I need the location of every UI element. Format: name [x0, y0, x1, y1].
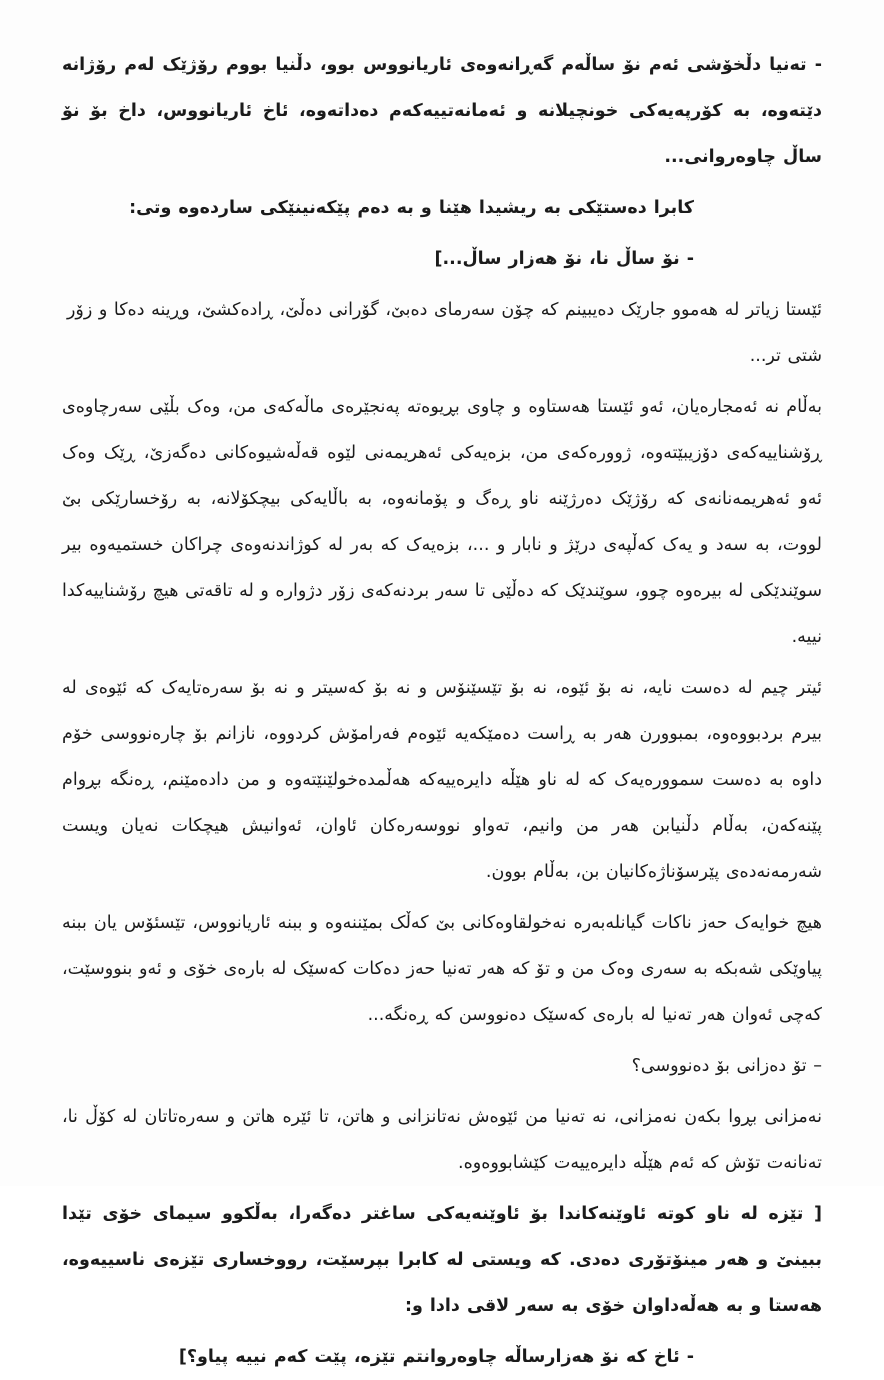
dialogue-paragraph-opening: - تەنیا دڵخۆشی ئەم نۆ ساڵەم گەڕانەوەی ئاریانووس بوو، دڵنیا بووم رۆژێک لەم رۆژانە دێتەوە، بە کۆرپەیەکی خونچیلانە و ئەمانەتییەکەم دەداتەوە، ئاخ ئاریانووس، داخ بۆ نۆ ساڵ چاوەروانی...	[62, 55, 822, 167]
dialogue-question-line: – تۆ دەزانی بۆ دەنووسی؟	[631, 1056, 822, 1076]
narration-line: کابرا دەستێکی بە ریشیدا هێنا و بە دەم پێکەنینێکی ساردەوە وتی:	[129, 198, 694, 218]
body-paragraph-2: بەڵام نە ئەمجارەیان، ئەو ئێستا هەستاوە و چاوی بڕیوەتە پەنجێرەی ماڵەکەی من، وەک بڵێی سەرچاوەی ڕۆشناییەکەی دۆزیبێتەوە، ژوورەکەی من، بزەیەکی ئەهریمەنی لێوە قەڵەشیوەکانی دەگەزێ، ڕێک وەک ئەو ئەهریمەنانەی کە رۆژێک دەرژێنە ناو ڕەگ و پۆمانەوە، بە باڵایەکی بیچکۆلانە، بە رۆخسارێکی بێ لووت، بە سەد و یەک کەڵپەی درێژ و نابار و ...، بزەیەک کە بەر لە کوژاندنەوەی چراکان خستمیەوە بیر سوێندێکی لە بیرەوە چوو، سوێندێک کە دەڵێی تا سەر بردنەکەی زۆر دژوارە و لە تاقەتی هیچ رۆشناییەکدا نییە.	[62, 397, 822, 647]
closing-bracket-paragraph: [ تێزە لە ناو کوتە ئاوێنەکاندا بۆ ئاوێنەیەکی ساغتر دەگەرا، بەڵکوو سیمای خۆی تێدا ببینێ و هەر مینۆتۆری دەدی. کە ویستی لە کابرا بپرسێت، رووخساری تێزەی ناسییەوە، هەستا و بە هەڵەداوان خۆی بە سەر لاقی دادا و:	[62, 1204, 822, 1316]
body-paragraph-3: ئیتر چیم لە دەست نایە، نە بۆ ئێوە، نە بۆ تێسێنۆس و نە بۆ کەسیتر و نە بۆ سەرەتایەک کە ئێوەی لە بیرم بردبووەوە، بمبوورن هەر بە ڕاست دەمێکەیە ئێوەم فەرامۆش کردووە، نازانم بۆ چارەنووسی خۆم داوە بە دەست سموورەیەک کە لە ناو هێڵە دایرەییەکە هەڵمدەخولێنێتەوە و من دادەمێنم، ڕەنگە بڕوام پێنەکەن، بەڵام دڵنیابن هەر من وانیم، تەواو نووسەرەکان ئاوان، ئەوانیش هیچکات نەیان ویست شەرمەنەدەی پێرسۆناژەکانیان بن، بەڵام بوون.	[62, 678, 822, 882]
body-paragraph-5: نەمزانی بڕوا بکەن نەمزانی، نە تەنیا من ئێوەش نەتانزانی و هاتن، تا ئێرە هاتن و سەرەتاتان لە کۆڵ نا، تەنانەت تۆش کە ئەم هێڵە دایرەییەت کێشابووەوە.	[62, 1107, 822, 1173]
body-paragraph-4: هیچ خوایەک حەز ناکات گیانلەبەرە نەخولقاوەکانی بێ کەڵک بمێننەوە و ببنە ئاریانووس، تێسئۆس یان ببنە پیاوێکی شەبکە بە سەری وەک من و تۆ کە هەر تەنیا حەز دەکات کەسێک لە بارەی خۆی و ئەو بنووسێت، کەچی ئەوان هەر تەنیا لە بارەی کەسێک دەنووسن کە ڕەنگە...	[62, 913, 822, 1025]
dialogue-line-reply: - نۆ ساڵ نا، نۆ هەزار ساڵ...]	[434, 249, 694, 269]
closing-dialogue-line: - ئاخ کە نۆ هەزارساڵە چاوەروانتم تێزە، پێت کەم نییە پیاو؟]	[178, 1347, 694, 1367]
body-paragraph-1: ئێستا زیاتر لە هەموو جارێک دەیبینم کە چۆن سەرمای دەبێ، گۆرانی دەڵێ، ڕادەکشێ، وڕینە دەکا و زۆر شتی تر...	[66, 300, 822, 366]
text-block	[62, 42, 822, 1380]
